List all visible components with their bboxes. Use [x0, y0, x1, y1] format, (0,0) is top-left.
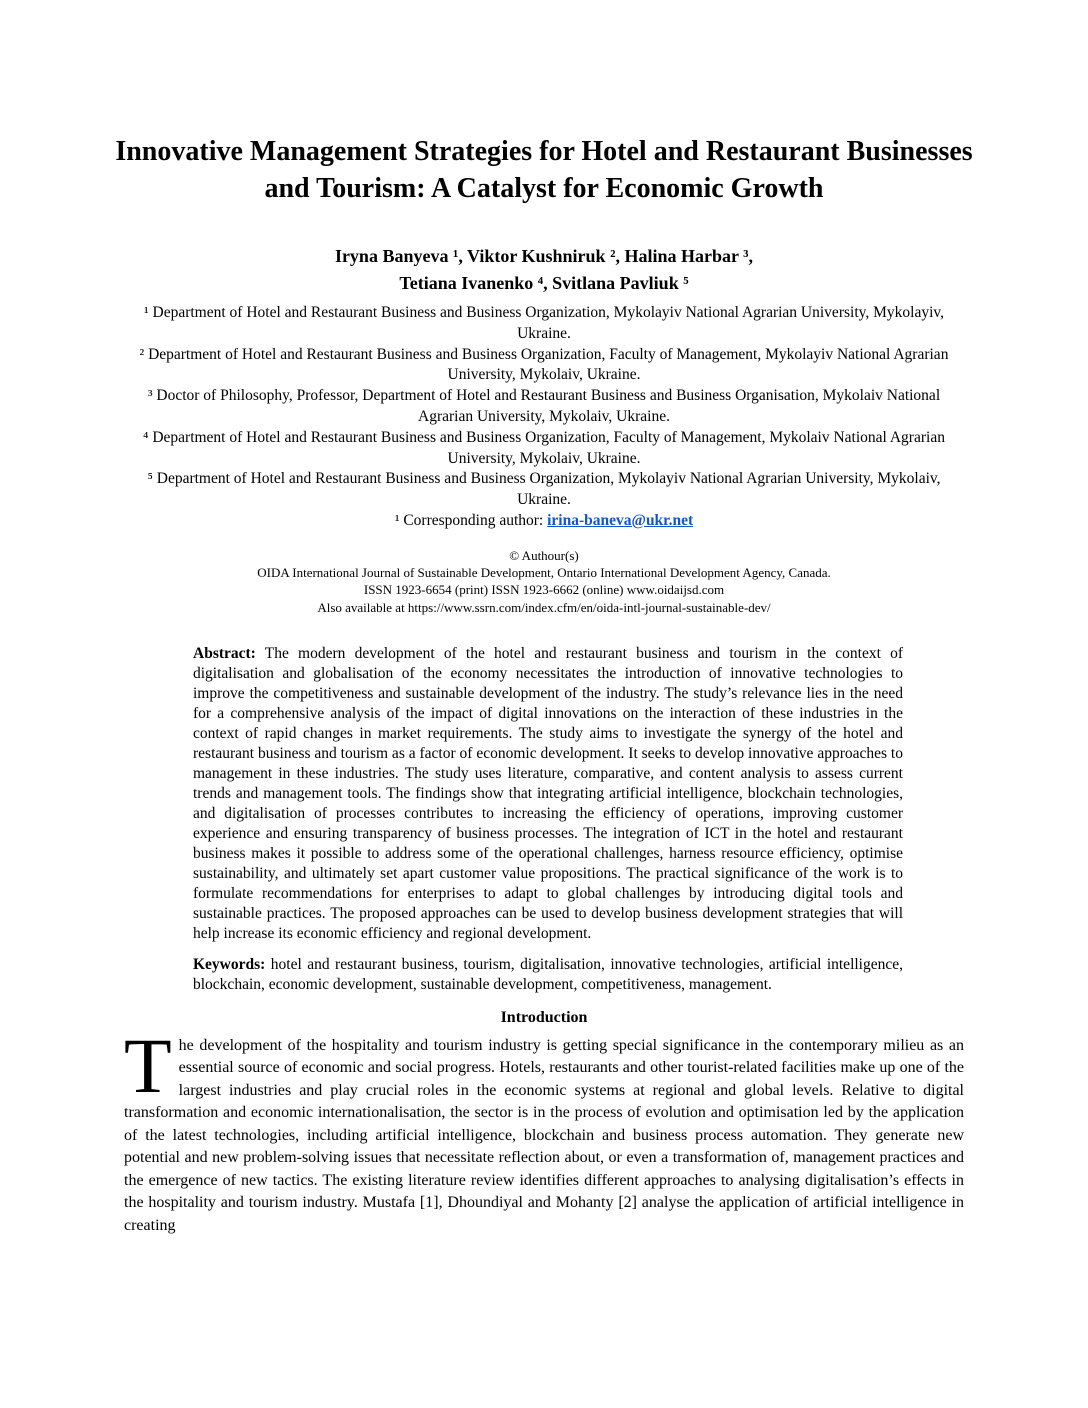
availability-line: Also available at https://www.ssrn.com/index.cfm/en/oida-intl-journal-sustainable-dev/ — [317, 599, 771, 615]
keywords-text: hotel and restaurant business, tourism, digitalisation, innovative technologies, artificial intelligence, blockchain, economic development, sustainable development, competitiveness, management. — [193, 955, 903, 993]
issn-line: ISSN 1923-6654 (print) ISSN 1923-6662 (online) www.oidaijsd.com — [363, 582, 725, 598]
introduction-text: he development of the hospitality and tourism industry is getting special significance in the contemporary milieu as an essential source of economic and social progress. Hotels, restaurants and other tourist-related facilities make up one of the largest industries and play crucial roles in the economic systems at regional and global levels. Relative to digital transformation and economic internationalisation, the sector is in the process of evolution and optimisation led by the application of the latest technologies, including artificial intelligence, blockchain and business process automation. They generate new potential and new problem-solving issues that necessitate reflection about, or even a transformation of, management practices and the emergence of new tactics. The existing literature review identifies different approaches to analysing digitalisation’s effects in the hospitality and tourism industry. Mustafa [1], Dhoundiyal and Mohanty [2] analyse the application of artificial intelligence in creating — [124, 1036, 964, 1234]
introduction-heading: Introduction — [500, 1008, 588, 1026]
authors-line-2: Tetiana Ivanenko ⁴, Svitlana Pavliuk ⁵ — [399, 273, 689, 293]
affiliation-1: ¹ Department of Hotel and Restaurant Business and Business Organization, Mykolayiv National Agrarian University, Mykolayiv, Ukraine. — [143, 304, 945, 342]
keywords-paragraph — [193, 955, 903, 995]
affiliation-2: ² Department of Hotel and Restaurant Business and Business Organization, Faculty of Management, Mykolayiv National Agrarian University, Mykolaiv, Ukraine. — [139, 345, 949, 384]
abstract-label: Abstract: — [193, 644, 256, 662]
introduction-paragraph — [124, 1021, 964, 1238]
abstract-text: The modern development of the hotel and restaurant business and tourism in the context of digitalisation and globalisation of the economy necessitates the introduction of innovative technologies to improve the competitiveness and sustainable development of the industry. The study’s relevance lies in the need for a comprehensive analysis of the impact of digital innovations on the interaction of these industries in the context of rapid changes in market requirements. The study aims to investigate the synergy of the hotel and restaurant business and tourism as a factor of economic development. It seeks to develop innovative approaches to management in these industries. The study uses literature, comparative, and content analysis to assess current trends and management tools. The findings show that integrating artificial intelligence, blockchain technologies, and digitalisation of processes contributes to increasing the efficiency of operations, improving customer experience and ensuring transparency of business processes. The integration of ICT in the hotel and restaurant business makes it possible to address some of the operational challenges, harness resource efficiency, optimise sustainability, and ultimately set apart customer value propositions. The practical significance of the work is to formulate recommendations for enterprises to adapt to global challenges by introducing digital tools and sustainable practices. The proposed approaches can be used to develop business development strategies that will help increase its economic efficiency and regional development. — [193, 644, 903, 942]
affiliation-5: ⁵ Department of Hotel and Restaurant Business and Business Organization, Mykolayiv National Agrarian University, Mykolaiv, Ukraine. — [147, 470, 941, 509]
journal-imprint-block — [0, 547, 1088, 616]
affiliations-block — [129, 303, 959, 532]
authors-block — [0, 243, 1088, 297]
corresponding-author-line — [129, 511, 959, 532]
authors-line-1: Iryna Banyeva ¹, Viktor Kushniruk ², Halina Harbar ³, — [334, 246, 754, 266]
affiliation-4: ⁴ Department of Hotel and Restaurant Business and Business Organization, Faculty of Management, Mykolaiv National Agrarian University, Mykolaiv, Ukraine. — [143, 428, 945, 467]
corresponding-author-prefix: ¹ Corresponding author: — [394, 511, 548, 529]
affiliation-3: ³ Doctor of Philosophy, Professor, Department of Hotel and Restaurant Business and Business Organisation, Mykolaiv National Agrarian University, Mykolaiv, Ukraine. — [147, 387, 941, 425]
keywords-label: Keywords: — [193, 955, 266, 973]
corresponding-author-email-link[interactable]: irina-baneva@ukr.net — [547, 511, 694, 529]
paper-title: Innovative Management Strategies for Hotel and Restaurant Businesses and Tourism: A Catalyst for Economic Growth — [115, 136, 973, 204]
abstract-paragraph — [193, 644, 903, 944]
journal-name-line: OIDA International Journal of Sustainable Development, Ontario International Development Agency, Canada. — [257, 565, 831, 581]
copyright-line: © Authour(s) — [509, 547, 579, 563]
dropcap-letter: T — [124, 1021, 172, 1109]
